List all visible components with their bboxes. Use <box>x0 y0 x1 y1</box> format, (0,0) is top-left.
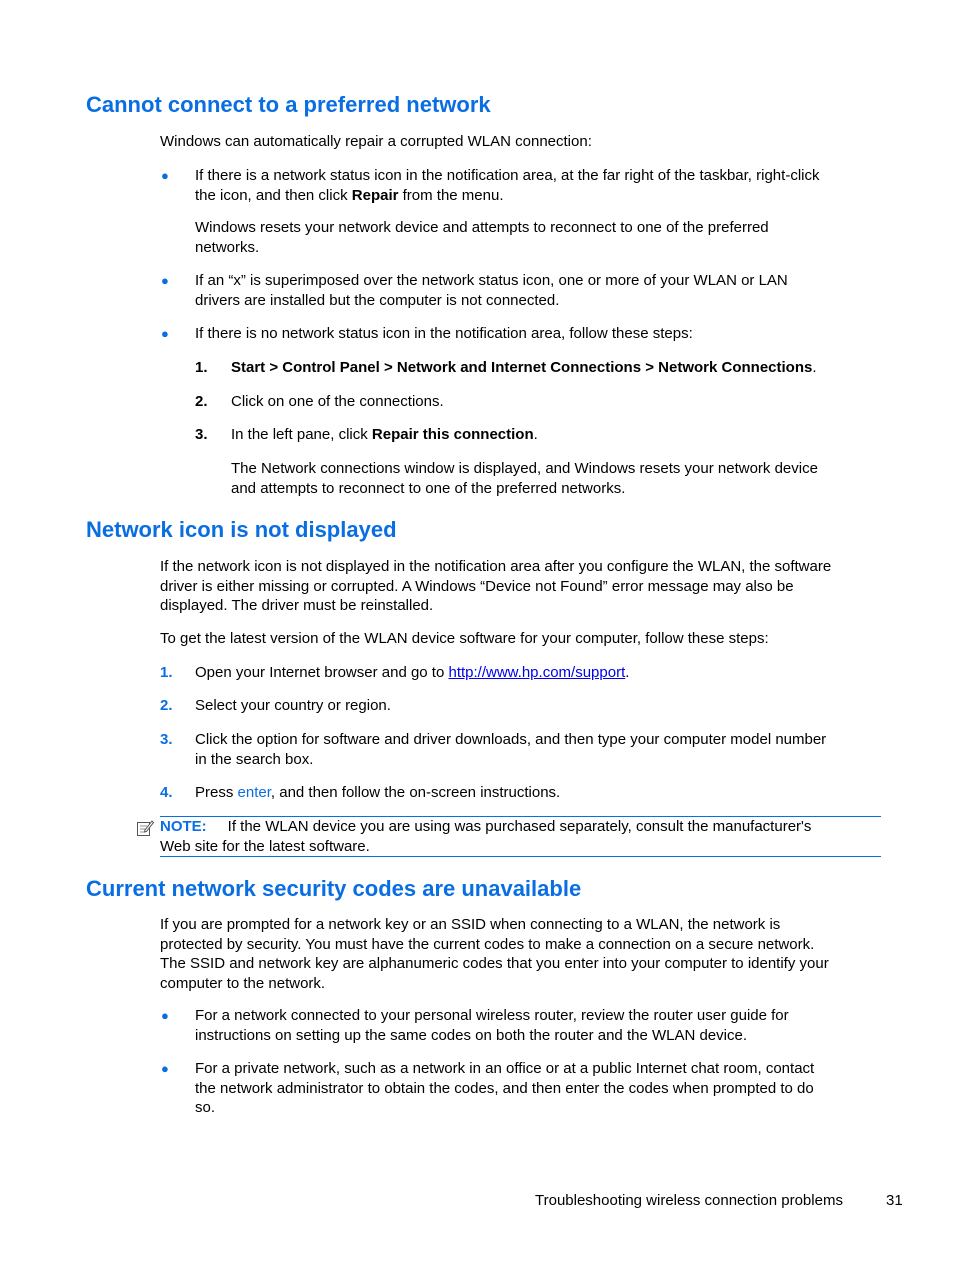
footer-title: Troubleshooting wireless connection problems <box>535 1192 843 1209</box>
bold-path: Start > Control Panel > Network and Internet Connections > Network Connections <box>231 359 813 376</box>
step-number: 1. <box>160 664 173 681</box>
section3-bullet-2 <box>195 1059 885 1118</box>
text-line: computer to the network. <box>160 974 326 992</box>
text-line: If there is a network status icon in the notification area, at the far right of the taskbar, right-click <box>195 167 820 184</box>
section-heading-cannot-connect: Cannot connect to a preferred network <box>86 92 491 117</box>
text-line <box>195 186 885 206</box>
section2-step-4 <box>195 783 885 803</box>
section1-bullet-3 <box>195 324 885 344</box>
text-line: the network administrator to obtain the codes, and then enter the codes when prompted to do <box>195 1079 814 1097</box>
text-line <box>195 663 885 683</box>
text-line: The SSID and network key are alphanumeric codes that you enter into your computer to identify your <box>160 955 829 972</box>
step-number: 4. <box>160 784 173 801</box>
text-line <box>160 817 882 837</box>
section2-para-1 <box>160 557 882 616</box>
text-span: Open your Internet browser and go to <box>195 664 449 681</box>
bullet-icon: ● <box>161 1008 169 1023</box>
step-number: 2. <box>195 393 208 410</box>
text-line: in the search box. <box>195 750 314 768</box>
text-line <box>231 425 881 445</box>
step-number: 2. <box>160 697 173 714</box>
text-line: displayed. The driver must be reinstalled. <box>160 597 434 614</box>
text-span: , and then follow the on-screen instructions. <box>270 784 561 801</box>
bullet-icon: ● <box>161 168 169 183</box>
section-heading-security-codes: Current network security codes are unavailable <box>86 876 582 901</box>
section1-step-2 <box>231 392 881 412</box>
text-line: Click on one of the connections. <box>231 393 444 410</box>
note-box <box>160 817 882 856</box>
page-number: 31 <box>886 1192 903 1209</box>
text-line: If an “x” is superimposed over the network status icon, one or more of your WLAN or LAN <box>195 272 788 289</box>
step-number: 3. <box>195 426 208 443</box>
text-line: The Network connections window is displayed, and Windows resets your network device <box>231 460 818 477</box>
section2-step-1 <box>195 663 885 683</box>
text-span: If the WLAN device you are using was purchased separately, consult the manufacturer's <box>227 818 812 835</box>
text-line: If there is no network status icon in the notification area, follow these steps: <box>195 325 693 342</box>
section-heading-network-icon: Network icon is not displayed <box>86 517 397 542</box>
bullet-icon: ● <box>161 1061 169 1076</box>
bold-term-repair: Repair <box>351 186 399 204</box>
text-line: Click the option for software and driver downloads, and then type your computer model number <box>195 731 827 748</box>
text-span: . <box>533 426 538 443</box>
bullet-icon: ● <box>161 326 169 341</box>
step-number: 3. <box>160 731 173 748</box>
step-number: 1. <box>195 359 208 376</box>
section2-step-2 <box>195 696 885 716</box>
text-line: so. <box>195 1099 216 1116</box>
text-line: instructions on setting up the same codes on both the router and the WLAN device. <box>195 1026 747 1044</box>
text-line: If the network icon is not displayed in the notification area after you configure the WLAN, the software <box>160 558 832 575</box>
section2-step-3 <box>195 730 885 769</box>
text-span: the icon, and then click <box>195 186 352 204</box>
section1-intro: Windows can automatically repair a corrupted WLAN connection: <box>160 133 592 150</box>
section1-bullet-1-subpara <box>195 218 885 257</box>
section1-bullet-1 <box>195 166 885 205</box>
note-label: NOTE: <box>160 818 207 835</box>
section1-step-3-subpara <box>231 459 881 498</box>
text-line: Windows resets your network device and attempts to reconnect to one of the preferred <box>195 219 769 236</box>
section1-bullet-2 <box>195 271 885 310</box>
note-bottom-rule <box>160 856 881 857</box>
text-line: Select your country or region. <box>195 697 391 714</box>
text-span: In the left pane, click <box>231 426 372 443</box>
text-span: Press <box>195 784 238 801</box>
text-line: protected by security. You must have the current codes to make a connection on a secure network. <box>160 935 815 953</box>
hp-support-link[interactable]: http://www.hp.com/support <box>448 664 626 681</box>
bold-term-repair-connection: Repair this connection <box>371 426 534 443</box>
key-name-enter: enter <box>237 784 271 801</box>
section1-step-3 <box>231 425 881 445</box>
text-line: drivers are installed but the computer is not connected. <box>195 291 560 309</box>
text-line: and attempts to reconnect to one of the preferred networks. <box>231 479 626 497</box>
text-line <box>195 783 885 803</box>
text-line: If you are prompted for a network key or an SSID when connecting to a WLAN, the network is <box>160 916 781 933</box>
text-span: . <box>625 664 630 681</box>
text-span: . <box>812 359 817 376</box>
text-line: Web site for the latest software. <box>160 837 370 855</box>
section1-step-1 <box>231 358 881 378</box>
bullet-icon: ● <box>161 273 169 288</box>
section3-para <box>160 915 882 993</box>
text-line <box>231 358 881 378</box>
text-line: networks. <box>195 238 260 256</box>
text-span: from the menu. <box>398 186 504 204</box>
text-line: For a network connected to your personal wireless router, review the router user guide for <box>195 1007 789 1024</box>
text-line: driver is either missing or corrupted. A Windows “Device not Found” error message may also be <box>160 577 794 595</box>
text-line: For a private network, such as a network in an office or at a public Internet chat room, contact <box>195 1060 815 1077</box>
note-pencil-icon <box>136 819 154 837</box>
section3-bullet-1 <box>195 1006 885 1045</box>
section2-para-2: To get the latest version of the WLAN device software for your computer, follow these steps: <box>160 630 769 647</box>
